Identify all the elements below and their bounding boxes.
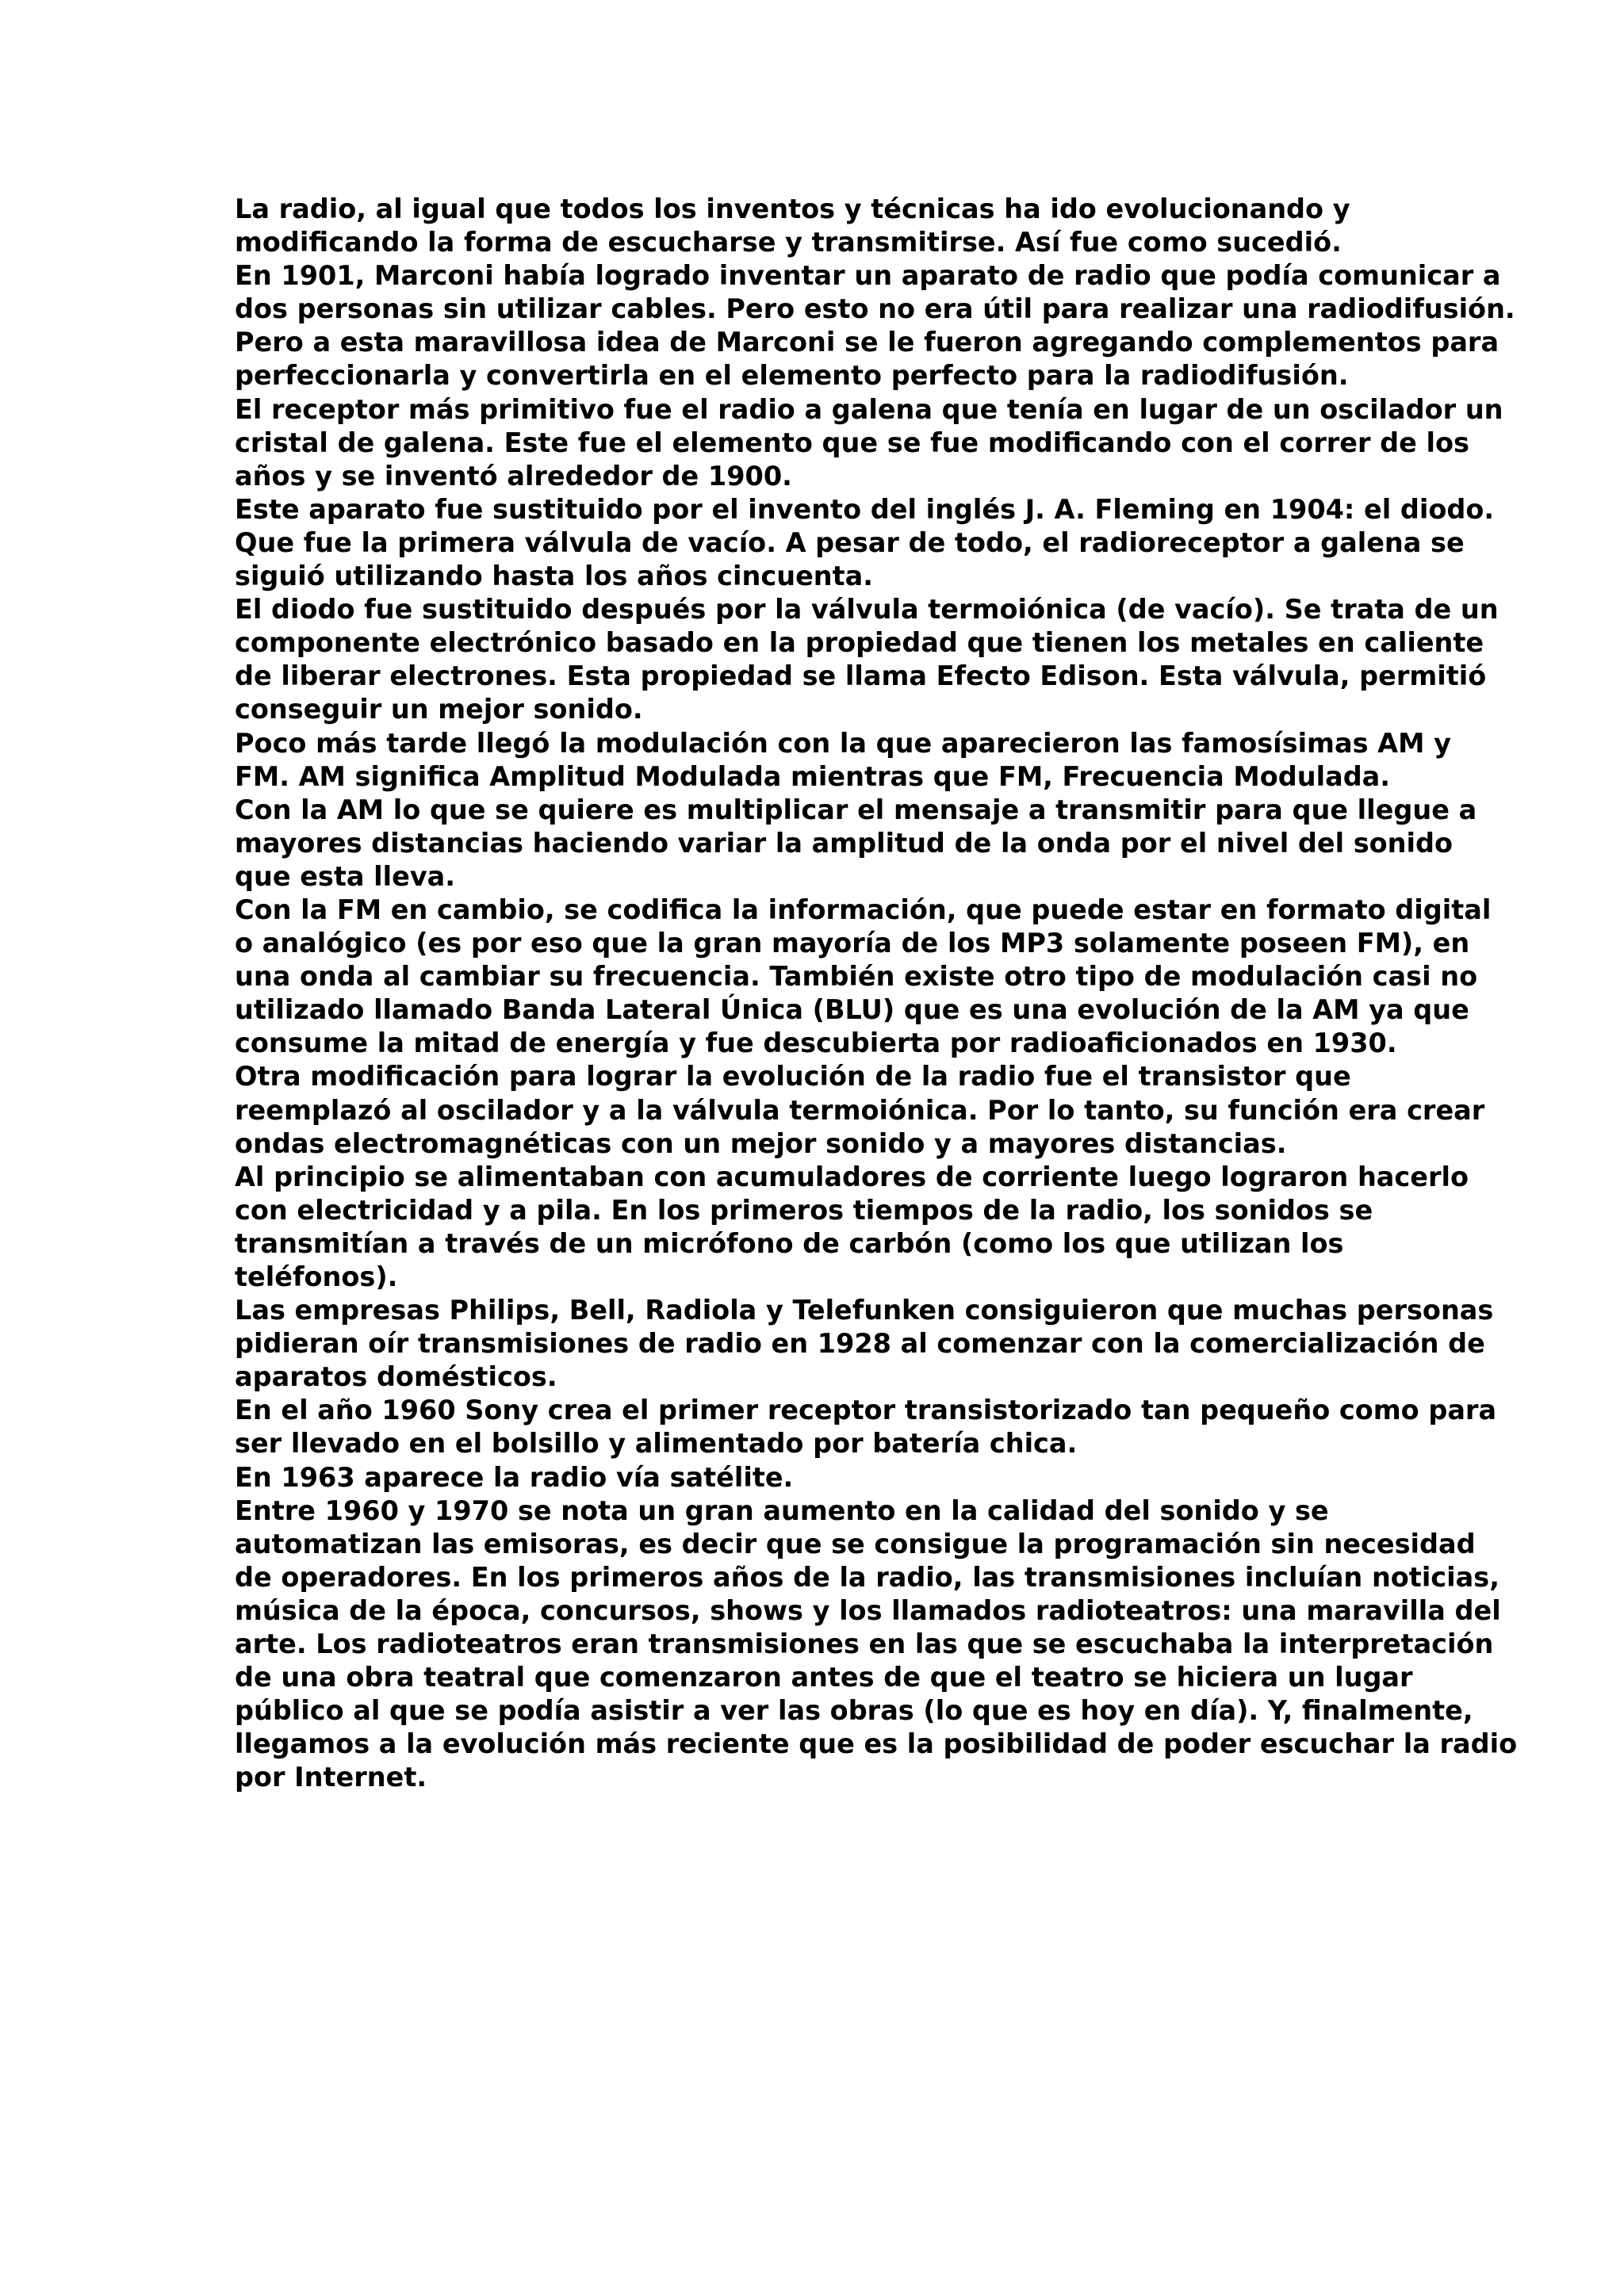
text-line: conseguir un mejor sonido.: [235, 694, 643, 725]
text-line: perfeccionarla y convertirla en el elemento perfecto para la radiodifusión.: [235, 360, 1349, 392]
text-line: Las empresas Philips, Bell, Radiola y Telefunken consiguieron que muchas personas: [235, 1295, 1494, 1326]
text-line: teléfonos).: [235, 1261, 398, 1292]
text-line: público al que se podía asistir a ver las obras (lo que es hoy en día). Y, finalmente,: [235, 1695, 1473, 1727]
text-line: de una obra teatral que comenzaron antes de que el teatro se hiciera un lugar: [235, 1662, 1413, 1693]
text-line: cristal de galena. Este fue el elemento que se fue modificando con el correr de los: [235, 427, 1469, 458]
text-line: Con la AM lo que se quiere es multiplicar el mensaje a transmitir para que llegue a: [235, 794, 1477, 825]
text-line: consume la mitad de energía y fue descubierta por radioaficionados en 1930.: [235, 1027, 1397, 1059]
text-line: Otra modificación para lograr la evolución de la radio fue el transistor que: [235, 1061, 1351, 1093]
text-line: dos personas sin utilizar cables. Pero esto no era útil para realizar una radiodifusión.: [235, 293, 1515, 325]
text-line: FM. AM significa Amplitud Modulada mientras que FM, Frecuencia Modulada.: [235, 760, 1391, 792]
text-line: música de la época, concursos, shows y los llamados radioteatros: una maravilla del: [235, 1594, 1501, 1626]
text-line: llegamos a la evolución más reciente que es la posibilidad de poder escuchar la radio: [235, 1728, 1518, 1760]
text-line: que esta lleva.: [235, 860, 456, 892]
text-line: transmitían a través de un micrófono de carbón (como los que utilizan los: [235, 1227, 1344, 1259]
text-line: La radio, al igual que todos los inventos y técnicas ha ido evolucionando y: [235, 193, 1350, 224]
text-line: En 1901, Marconi había logrado inventar un aparato de radio que podía comunicar a: [235, 260, 1501, 292]
text-line: Este aparato fue sustituido por el invento del inglés J. A. Fleming en 1904: el diodo.: [235, 493, 1495, 525]
text-line: arte. Los radioteatros eran transmisiones en las que se escuchaba la interpretación: [235, 1628, 1494, 1660]
text-line: de operadores. En los primeros años de la radio, las transmisiones incluían noticias,: [235, 1561, 1500, 1593]
text-line: Poco más tarde llegó la modulación con la que aparecieron las famosísimas AM y: [235, 727, 1451, 759]
text-line: componente electrónico basado en la propiedad que tienen los metales en caliente: [235, 627, 1484, 659]
text-line: años y se inventó alrededor de 1900.: [235, 460, 792, 492]
text-line: El receptor más primitivo fue el radio a galena que tenía en lugar de un oscilador un: [235, 393, 1503, 425]
text-line: mayores distancias haciendo variar la amplitud de la onda por el nivel del sonido: [235, 827, 1454, 859]
text-line: pidieran oír transmisiones de radio en 1928 al comenzar con la comercialización de: [235, 1328, 1485, 1360]
text-line: Pero a esta maravillosa idea de Marconi se le fueron agregando complementos para: [235, 327, 1500, 358]
text-line: Con la FM en cambio, se codifica la información, que puede estar en formato digital: [235, 894, 1492, 925]
text-line: En el año 1960 Sony crea el primer receptor transistorizado tan pequeño como para: [235, 1395, 1497, 1426]
text-line: modificando la forma de escucharse y transmitirse. Así fue como sucedió.: [235, 227, 1342, 258]
text-line: aparatos domésticos.: [235, 1361, 557, 1393]
text-line: Que fue la primera válvula de vacío. A pesar de todo, el radioreceptor a galena se: [235, 526, 1465, 558]
text-line: Al principio se alimentaban con acumuladores de corriente luego lograron hacerlo: [235, 1161, 1469, 1192]
text-line: ondas electromagnéticas con un mejor sonido y a mayores distancias.: [235, 1127, 1287, 1159]
text-line: ser llevado en el bolsillo y alimentado por batería chica.: [235, 1428, 1078, 1460]
text-line: utilizado llamado Banda Lateral Única (BLU) que es una evolución de la AM ya que: [235, 994, 1469, 1026]
text-line: o analógico (es por eso que la gran mayoría de los MP3 solamente poseen FM), en: [235, 928, 1470, 959]
text-line: En 1963 aparece la radio vía satélite.: [235, 1461, 794, 1493]
text-line: de liberar electrones. Esta propiedad se llama Efecto Edison. Esta válvula, permitió: [235, 660, 1487, 692]
text-line: una onda al cambiar su frecuencia. También existe otro tipo de modulación casi no: [235, 961, 1478, 993]
text-line: automatizan las emisoras, es decir que se consigue la programación sin necesidad: [235, 1528, 1476, 1559]
text-line: reemplazó al oscilador y a la válvula termoiónica. Por lo tanto, su función era crear: [235, 1094, 1485, 1126]
body-text: [235, 193, 1518, 1795]
text-line: siguió utilizando hasta los años cincuenta.: [235, 561, 873, 592]
text-line: El diodo fue sustituido después por la válvula termoiónica (de vacío). Se trata de un: [235, 594, 1499, 626]
text-line: con electricidad y a pila. En los primeros tiempos de la radio, los sonidos se: [235, 1194, 1373, 1226]
text-line: Entre 1960 y 1970 se nota un gran aumento en la calidad del sonido y se: [235, 1494, 1329, 1526]
text-line: por Internet.: [235, 1762, 427, 1793]
